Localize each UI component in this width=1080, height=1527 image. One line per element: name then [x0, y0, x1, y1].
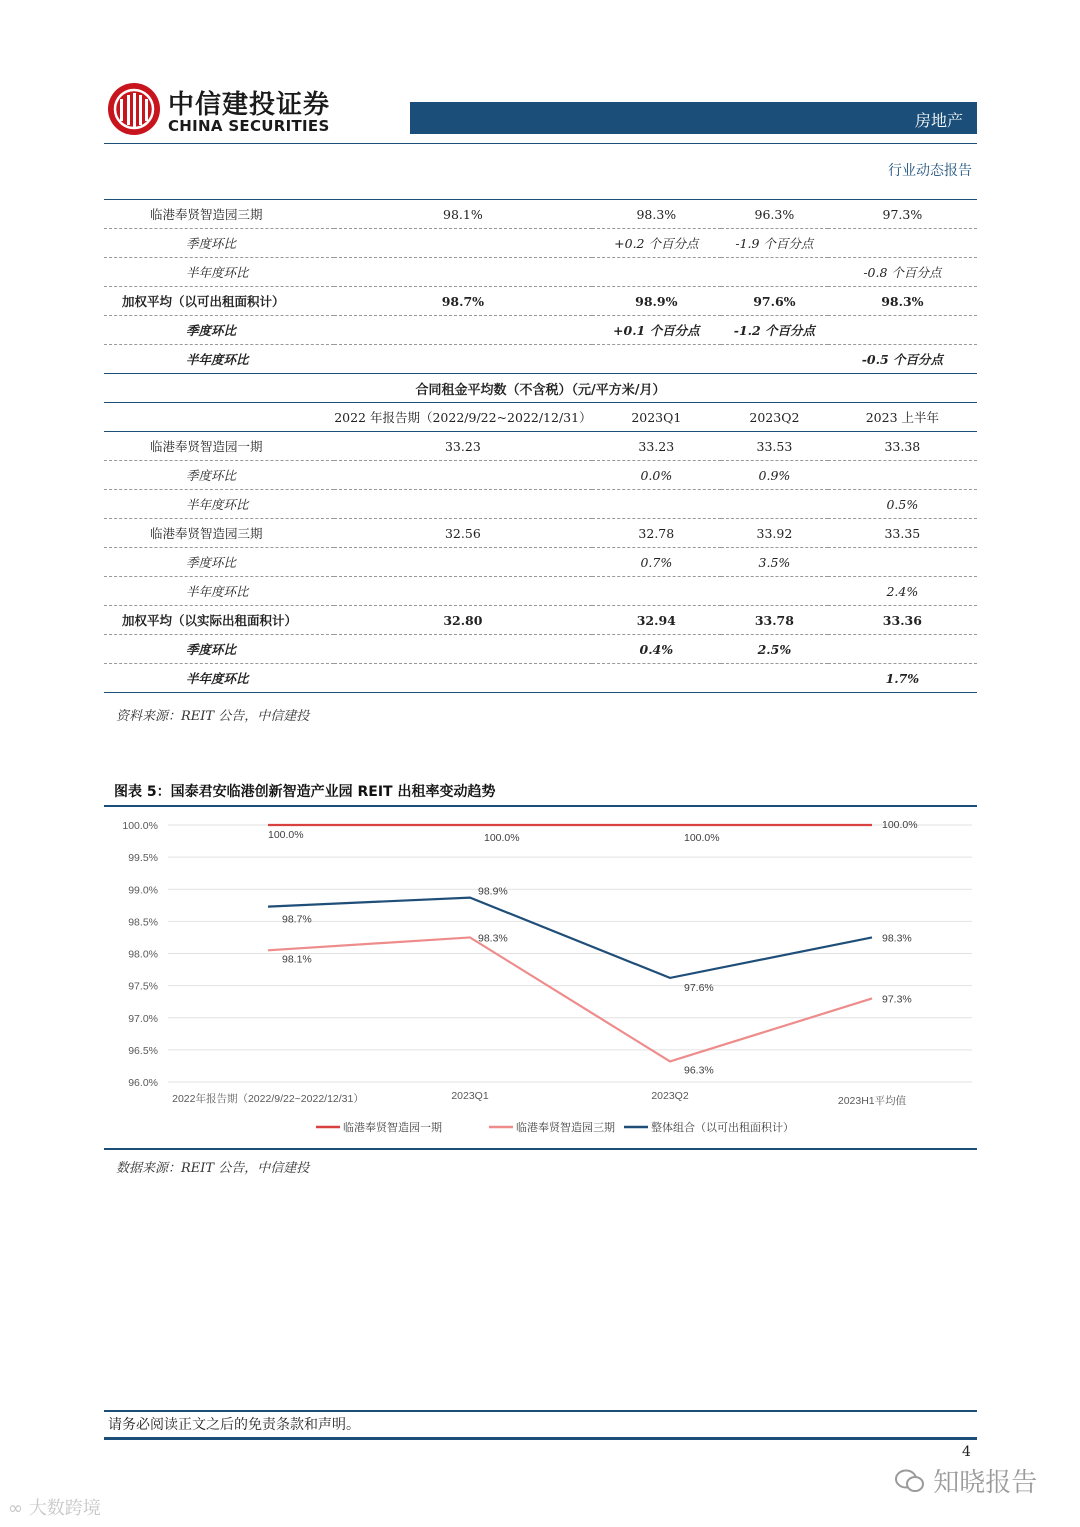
data-label: 98.7%: [282, 913, 312, 926]
figure-title: 图表 5：国泰君安临港创新智造产业园 REIT 出租率变动趋势: [114, 784, 496, 800]
page-number: 4: [962, 1444, 971, 1460]
footer-rule-thick: [104, 1437, 977, 1440]
row-label: 半年度环比: [104, 490, 334, 519]
table-cell: [828, 229, 977, 258]
watermark-left-text: 大数跨境: [28, 1498, 101, 1519]
table-cell: +0.1 个百分点: [592, 316, 721, 345]
infinity-icon: ∞: [8, 1498, 23, 1519]
y-tick-label: 99.0%: [128, 884, 158, 897]
table-cell: [592, 577, 721, 606]
table-cell: [828, 635, 977, 664]
table-cell: 96.3%: [721, 200, 828, 229]
table-cell: [592, 258, 721, 287]
table-cell: 98.7%: [334, 287, 591, 316]
table-row: [104, 577, 977, 606]
table-cell: 97.6%: [721, 287, 828, 316]
data-label: 100.0%: [268, 829, 304, 841]
y-tick-label: 96.5%: [128, 1044, 158, 1057]
table-row: [104, 432, 977, 461]
row-label: 季度环比: [104, 316, 334, 345]
table-row: [104, 258, 977, 287]
table-row: [104, 664, 977, 693]
wechat-icon: [895, 1468, 925, 1494]
table-cell: 33.53: [721, 432, 828, 461]
table-cell: 0.7%: [592, 548, 721, 577]
x-tick-label: 2023Q2: [651, 1090, 689, 1102]
table-cell: [334, 258, 591, 287]
table-row: [104, 635, 977, 664]
x-tick-label: 2023Q1: [451, 1090, 489, 1102]
table-cell: 33.92: [721, 519, 828, 548]
y-tick-label: 98.0%: [128, 948, 158, 961]
table-cell: [721, 345, 828, 374]
logo-text-cn: 中信建投证券: [168, 90, 331, 120]
data-label: 100.0%: [684, 832, 720, 844]
table-cell: [592, 345, 721, 374]
table-source-note: 资料来源：REIT 公告，中信建投: [116, 709, 310, 724]
row-label: 加权平均（以实际出租面积计）: [104, 606, 334, 635]
y-tick-label: 98.5%: [128, 916, 158, 929]
series-line: [268, 898, 872, 978]
table-cell: 33.38: [828, 432, 977, 461]
table-cell: +0.2 个百分点: [592, 229, 721, 258]
table-cell: 0.0%: [592, 461, 721, 490]
table-cell: 98.1%: [334, 200, 591, 229]
row-label: 季度环比: [104, 461, 334, 490]
table-cell: [334, 548, 591, 577]
legend-label: 临港奉贤智造园三期: [516, 1121, 615, 1134]
data-label: 98.3%: [478, 932, 508, 945]
footer-rule: [104, 1410, 977, 1412]
y-tick-label: 100.0%: [122, 820, 158, 832]
data-label: 98.1%: [282, 953, 312, 966]
table-cell: 0.9%: [721, 461, 828, 490]
row-label: 半年度环比: [104, 577, 334, 606]
row-label: 临港奉贤智造园一期: [104, 432, 334, 461]
table-row: [104, 519, 977, 548]
column-header: 2023Q1: [592, 403, 721, 432]
data-label: 96.3%: [684, 1064, 714, 1077]
logo-icon: [106, 81, 162, 137]
row-label: 季度环比: [104, 229, 334, 258]
figure-top-rule: [104, 805, 977, 807]
data-label: 98.3%: [882, 932, 912, 945]
occupancy-line-chart: [104, 808, 977, 1146]
row-label: 季度环比: [104, 635, 334, 664]
y-tick-label: 99.5%: [128, 852, 158, 865]
table-row: [104, 316, 977, 345]
table-cell: 33.35: [828, 519, 977, 548]
table-cell: 32.56: [334, 519, 591, 548]
row-label: 半年度环比: [104, 345, 334, 374]
watermark-right-text: 知晓报告: [933, 1468, 1038, 1498]
table-cell: [334, 490, 591, 519]
data-label: 97.6%: [684, 981, 714, 994]
row-label: 半年度环比: [104, 664, 334, 693]
report-type: 行业动态报告: [888, 163, 972, 179]
watermark-right: [895, 1462, 1037, 1499]
table-header-row: [104, 403, 977, 432]
table-row: [104, 490, 977, 519]
table-cell: 33.78: [721, 606, 828, 635]
table-cell: -1.9 个百分点: [721, 229, 828, 258]
data-table: [104, 199, 977, 693]
table-cell: 2.4%: [828, 577, 977, 606]
x-tick-label: 2022年报告期（2022/9/22~2022/12/31）: [172, 1093, 364, 1105]
table-cell: [721, 577, 828, 606]
table-cell: [592, 664, 721, 693]
logo-text-en: CHINA SECURITIES: [168, 117, 330, 135]
table-cell: 3.5%: [721, 548, 828, 577]
column-header: 2023Q2: [721, 403, 828, 432]
table-row: [104, 345, 977, 374]
table-cell: [592, 490, 721, 519]
table-cell: [721, 258, 828, 287]
table-cell: [334, 577, 591, 606]
header-divider: [104, 143, 977, 144]
table-row: [104, 461, 977, 490]
table-row: [104, 229, 977, 258]
table-cell: [828, 316, 977, 345]
y-tick-label: 97.0%: [128, 1012, 158, 1025]
row-label: 临港奉贤智造园三期: [104, 200, 334, 229]
table-cell: [721, 490, 828, 519]
table-row: [104, 287, 977, 316]
row-label: 半年度环比: [104, 258, 334, 287]
figure-bottom-rule: [104, 1148, 977, 1150]
data-label: 100.0%: [882, 819, 918, 831]
table-cell: [828, 461, 977, 490]
table-cell: [828, 548, 977, 577]
column-header: [104, 403, 334, 432]
table-cell: [334, 345, 591, 374]
table-cell: [334, 229, 591, 258]
table-cell: 32.78: [592, 519, 721, 548]
table-cell: 97.3%: [828, 200, 977, 229]
data-label: 100.0%: [484, 832, 520, 844]
table-row: [104, 200, 977, 229]
table-row: [104, 606, 977, 635]
table-cell: [334, 635, 591, 664]
data-label: 98.9%: [478, 885, 508, 898]
figure-source-note: 数据来源：REIT 公告，中信建投: [116, 1161, 310, 1176]
table-cell: -0.8 个百分点: [828, 258, 977, 287]
column-header: 2022 年报告期（2022/9/22~2022/12/31）: [334, 403, 591, 432]
row-label: 加权平均（以可出租面积计）: [104, 287, 334, 316]
x-tick-label: 2023H1平均值: [837, 1095, 907, 1107]
table-row: [104, 548, 977, 577]
page-header: [0, 0, 1080, 180]
table-cell: 98.3%: [592, 200, 721, 229]
table-cell: 98.9%: [592, 287, 721, 316]
legend-label: 整体组合（以可出租面积计）: [651, 1121, 794, 1134]
table-cell: 33.23: [334, 432, 591, 461]
sector-banner: [410, 102, 977, 134]
row-label: 临港奉贤智造园三期: [104, 519, 334, 548]
watermark-left: [8, 1494, 101, 1520]
table-cell: [334, 316, 591, 345]
table-cell: 32.94: [592, 606, 721, 635]
table-section-title: 合同租金平均数（不含税）（元/平方米/月）: [104, 374, 977, 403]
table-cell: [334, 461, 591, 490]
table-cell: 32.80: [334, 606, 591, 635]
table-cell: 0.5%: [828, 490, 977, 519]
column-header: 2023 上半年: [828, 403, 977, 432]
table-cell: [334, 664, 591, 693]
table-cell: -0.5 个百分点: [828, 345, 977, 374]
table-cell: 33.36: [828, 606, 977, 635]
table-cell: -1.2 个百分点: [721, 316, 828, 345]
table-cell: 0.4%: [592, 635, 721, 664]
y-tick-label: 96.0%: [128, 1077, 158, 1089]
table-cell: 2.5%: [721, 635, 828, 664]
table-cell: 98.3%: [828, 287, 977, 316]
data-label: 97.3%: [882, 993, 912, 1006]
legend-label: 临港奉贤智造园一期: [343, 1121, 442, 1134]
table-cell: [721, 664, 828, 693]
table-cell: 33.23: [592, 432, 721, 461]
y-tick-label: 97.5%: [128, 980, 158, 993]
sector-label: 房地产: [914, 111, 963, 130]
row-label: 季度环比: [104, 548, 334, 577]
disclaimer-text: 请务必阅读正文之后的免责条款和声明。: [108, 1417, 360, 1433]
table-cell: 1.7%: [828, 664, 977, 693]
